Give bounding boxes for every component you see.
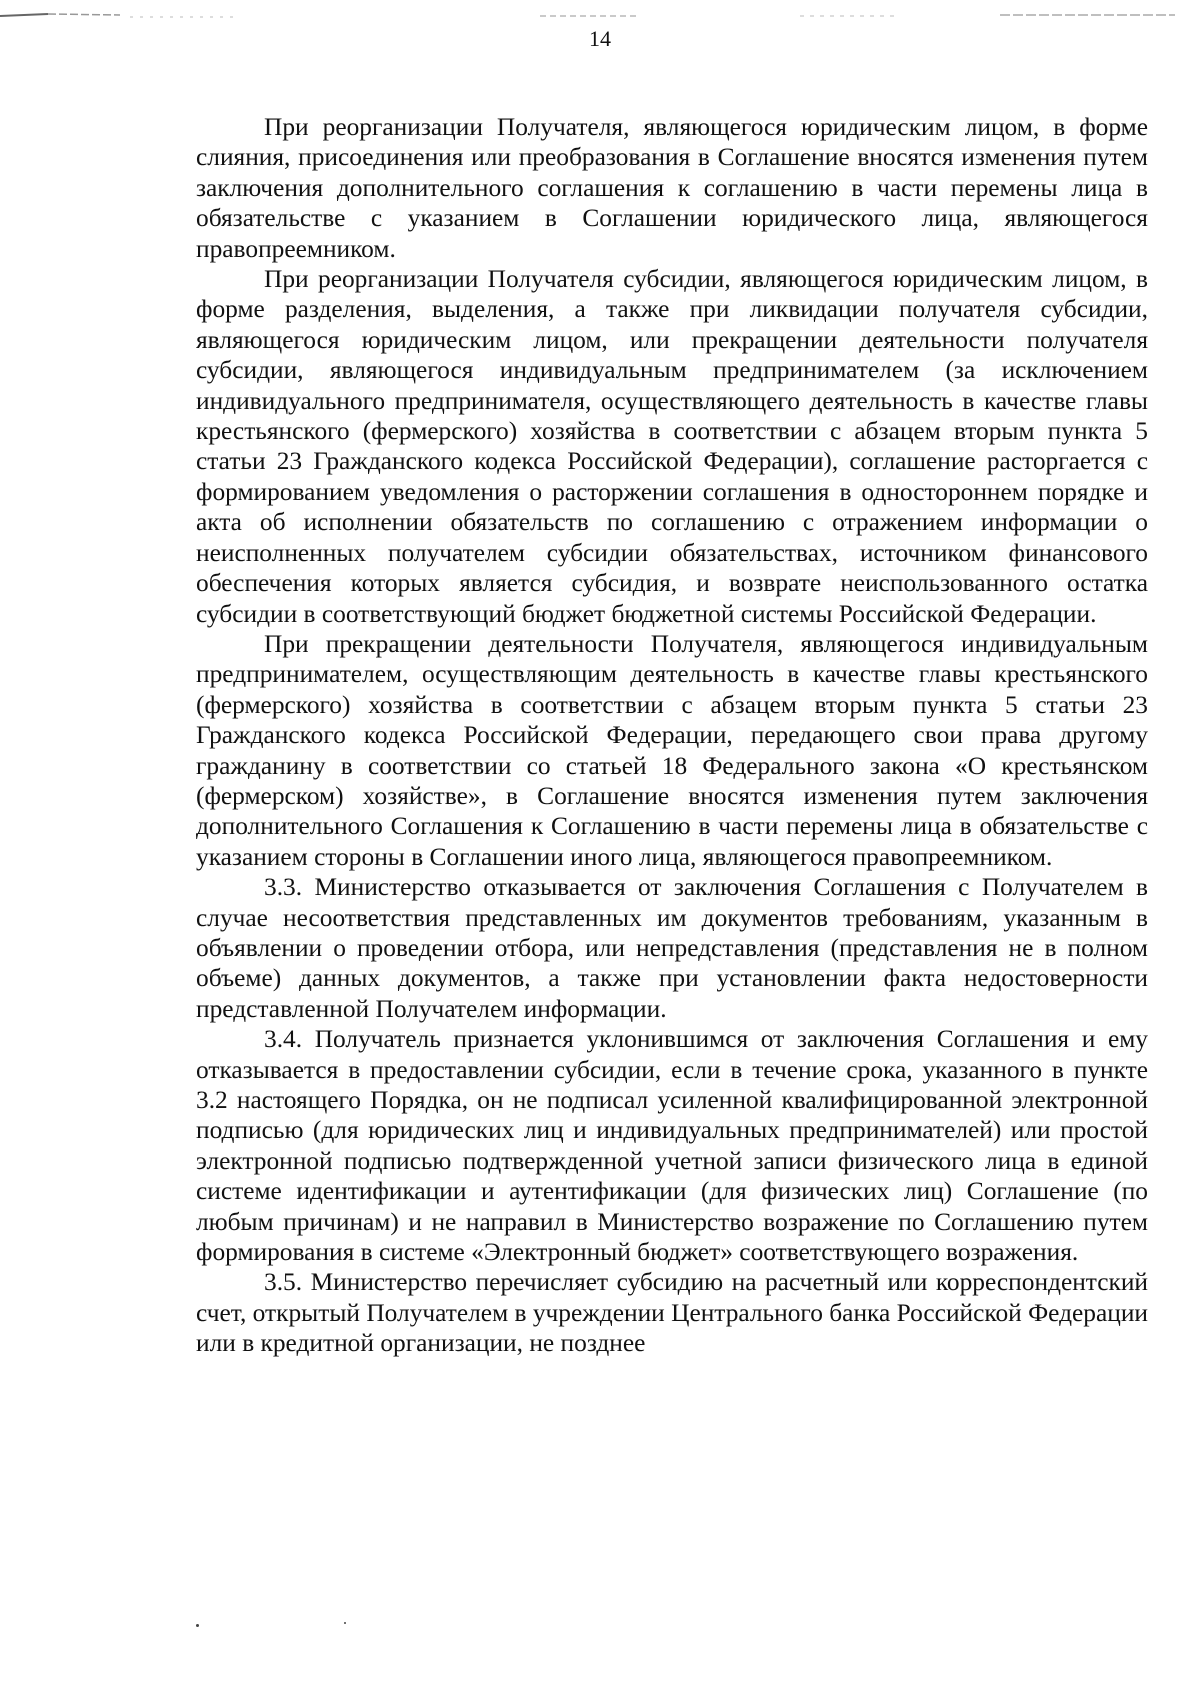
paragraph-farm-termination: При прекращении деятельности Получателя, являющегося индивидуальным предпринимателем, осуществляющим деятельность в качестве главы крестьянского (фермерского) хозяйства в соответствии с абзацем вторым пункта 5 статьи 23 Гражданского кодекса Российской Федерации, передающего свои права другому гражданину в соответствии со статьей 18 Федерального закона «О крестьянском (фермерском) хозяйстве», в Соглашение вносятся изменения путем заключения дополнительного Соглашения к Соглашению в части перемены лица в обязательстве с указанием стороны в Соглашении иного лица, являющегося правопреемником. — [196, 629, 1148, 871]
paragraph-3-3: 3.3. Министерство отказывается от заключения Соглашения с Получателем в случае несоответствия представленных им документов требованиям, указанным в объявлении о проведении отбора, или непредставления (представления не в полном объеме) данных документов, а также при установлении факта недостоверности представленной Получателем информации. — [196, 873, 1148, 1023]
paragraph-3-4: 3.4. Получатель признается уклонившимся от заключения Соглашения и ему отказывается в предоставлении субсидии, если в течение срока, указанного в пункте 3.2 настоящего Порядка, он не подписал усиленной квалифицированной электронной подписью (для юридических лиц и индивидуальных предпринимателей) или простой электронной подписью подтвержденной учетной записи физического лица в единой системе идентификации и аутентификации (для физических лиц) Соглашение (по любым причинам) и не направил в Министерство возражение по Соглашению путем формирования в системе «Электронный бюджет» соответствующего возражения. — [196, 1025, 1148, 1267]
page-number: 14 — [589, 26, 611, 51]
document-body — [196, 112, 1148, 1359]
scan-edge-noise — [0, 0, 1200, 22]
scan-speck — [344, 1622, 346, 1624]
paragraph-reorganization-division: При реорганизации Получателя субсидии, являющегося юридическим лицом, в форме разделения, выделения, а также при ликвидации получателя субсидии, являющегося юридическим лицом, или прекращении деятельности получателя субсидии, являющегося индивидуальным предпринимателем (за исключением индивидуального предпринимателя, осуществляющего деятельность в качестве главы крестьянского (фермерского) хозяйства в соответствии с абзацем вторым пункта 5 статьи 23 Гражданского кодекса Российской Федерации), соглашение расторгается с формированием уведомления о расторжении соглашения в одностороннем порядке и акта об исполнении обязательств по соглашению с отражением информации о неисполненных получателем субсидии обязательствах, источником финансового обеспечения которых является субсидия, и возврате неиспользованного остатка субсидии в соответствующий бюджет бюджетной системы Российской Федерации. — [196, 265, 1148, 628]
scan-speck — [196, 1624, 199, 1627]
paragraph-3-5: 3.5. Министерство перечисляет субсидию на расчетный или корреспондентский счет, открытый Получателем в учреждении Центрального банка Российской Федерации или в кредитной организации, не позднее — [196, 1268, 1148, 1358]
paragraph-reorganization-merger: При реорганизации Получателя, являющегося юридическим лицом, в форме слияния, присоединения или преобразования в Соглашение вносятся изменения путем заключения дополнительного соглашения к соглашению в части перемены лица в обязательстве с указанием в Соглашении юридического лица, являющегося правопреемником. — [196, 113, 1148, 263]
